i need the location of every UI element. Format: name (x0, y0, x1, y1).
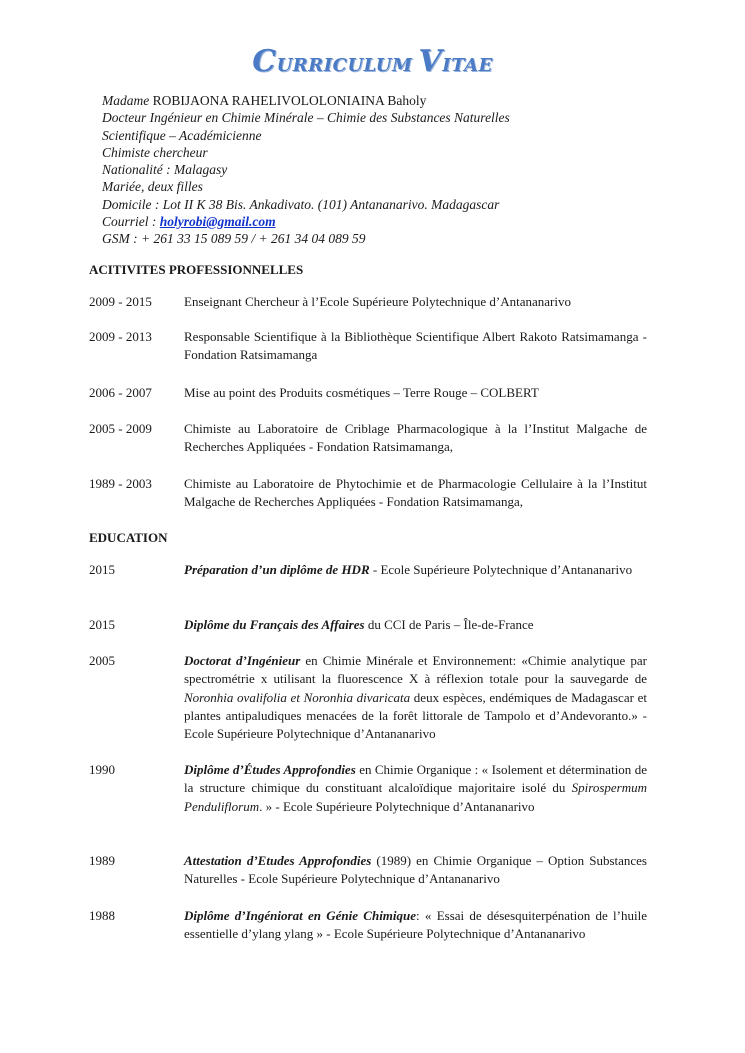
professional-heading: ACITIVITES PROFESSIONNELLES (89, 262, 304, 277)
prof-item (89, 384, 647, 402)
edu-detail: - Ecole Supérieure Polytechnique d’Antananarivo (369, 562, 633, 577)
edu-detail: en Chimie Minérale et Environnement: «Chimie analytique par spectrométrie x utilisant la fluorescence X à réflexion totale pour la sauvegarde de (184, 653, 647, 687)
edu-date: 2005 (89, 653, 115, 668)
edu-detail-end: . » - Ecole Supérieure Polytechnique d’Antananarivo (259, 798, 535, 814)
role-line-1: Scientifique – Académicienne (102, 127, 262, 143)
prof-text: Responsable Scientifique à la Bibliothèque Scientifique Albert Rakoto Ratsimamanga - Fondation Ratsimamanga (184, 329, 647, 363)
edu-date: 2015 (89, 562, 115, 577)
edu-title: Diplôme d’Ingéniorat en Génie Chimique (184, 908, 417, 923)
edu-title: Préparation d’un diplôme de HDR (184, 562, 370, 577)
title-initial-c: C (252, 44, 277, 79)
edu-detail: en Chimie Organique : « Isolement et détermination de la structure chimique du constituant alcaloïdique majoritaire isolé du (184, 762, 647, 796)
edu-text (184, 907, 647, 944)
prof-text: Mise au point des Produits cosmétiques – Terre Rouge – COLBERT (184, 385, 539, 400)
edu-text (184, 652, 647, 743)
edu-date: 1989 (89, 853, 115, 868)
edu-item (89, 561, 647, 579)
edu-text (184, 561, 647, 579)
address-line: Domicile : Lot II K 38 Bis. Ankadivato. (101) Antananarivo. Madagascar (102, 196, 500, 212)
edu-detail: (1989) en Chimie Organique – Option Substances Naturelles - Ecole Supérieure Polytechnique d’Antananarivo (184, 853, 647, 887)
prof-item (89, 420, 647, 457)
prof-date: 2009 - 2013 (89, 329, 152, 344)
name-prefix: Madame (102, 93, 150, 108)
species-name: Noronhia ovalifolia et Noronhia divaricata (184, 689, 411, 705)
edu-title: Diplôme d’Études Approfondies (184, 762, 356, 777)
edu-item (89, 761, 647, 816)
full-name: ROBIJAONA RAHELIVOLOLONIAINA Baholy (152, 93, 427, 108)
phone-line: GSM : + 261 33 15 089 59 / + 261 34 04 089 59 (102, 231, 366, 247)
cv-title (0, 44, 745, 79)
prof-date: 2009 - 2015 (89, 294, 152, 309)
edu-item (89, 852, 647, 889)
edu-detail: : « Essai de désesquiterpénation de l’huile essentielle d’ylang ylang » - Ecole Supérieure Polytechnique d’Antananarivo (184, 908, 647, 942)
edu-item (89, 907, 647, 944)
prof-date: 2006 - 2007 (89, 385, 152, 400)
prof-text: Chimiste au Laboratoire de Phytochimie et de Pharmacologie Cellulaire à la l’Institut Malgache de Recherches Appliquées - Fondation Ratsimamanga, (184, 476, 647, 510)
edu-title: Diplôme du Français des Affaires (184, 617, 365, 632)
edu-text (184, 616, 647, 634)
email-link[interactable]: holyrobi@gmail.com (159, 214, 276, 230)
title-word-1: URRICULUM (276, 55, 413, 76)
prof-item (89, 293, 647, 311)
title-word-2: ITAE (442, 55, 493, 76)
prof-text: Enseignant Chercheur à l’Ecole Supérieure Polytechnique d’Antananarivo (184, 294, 571, 309)
email-line (102, 213, 510, 230)
edu-date: 1990 (89, 762, 115, 777)
prof-item (89, 328, 647, 365)
email-label: Courriel : (102, 214, 160, 230)
edu-title: Doctorat d’Ingénieur (184, 653, 301, 668)
edu-text (184, 761, 647, 816)
edu-title: Attestation d’Etudes Approfondies (184, 853, 372, 868)
edu-text (184, 852, 647, 889)
edu-date: 1988 (89, 908, 115, 923)
personal-info (102, 92, 510, 248)
prof-date: 1989 - 2003 (89, 476, 152, 491)
edu-date: 2015 (89, 617, 115, 632)
nationality-line: Nationalité : Malagasy (102, 162, 228, 178)
edu-item (89, 652, 647, 743)
education-heading: EDUCATION (89, 530, 168, 545)
role-line-2: Chimiste chercheur (102, 144, 208, 160)
edu-detail: du CCI de Paris – Île-de-France (364, 617, 534, 632)
name-line (102, 92, 510, 109)
degree-line: Docteur Ingénieur en Chimie Minérale – Chimie des Substances Naturelles (102, 110, 510, 126)
prof-date: 2005 - 2009 (89, 421, 152, 436)
prof-text: Chimiste au Laboratoire de Criblage Pharmacologique à la l’Institut Malgache de Recherches Appliquées - Fondation Ratsimamanga, (184, 421, 647, 455)
title-initial-v: V (418, 44, 443, 79)
edu-detail-end: deux espèces, endémiques de Madagascar et plantes antipaludiques menacées de la forêt littorale de Tampolo et d’Andevoranto.» - Ecole Supérieure Polytechnique d’Antananarivo (184, 689, 647, 742)
edu-item (89, 616, 647, 634)
family-line: Mariée, deux filles (102, 179, 203, 195)
species-name: Spirospermum Penduliflorum (184, 780, 647, 814)
prof-item (89, 475, 647, 512)
